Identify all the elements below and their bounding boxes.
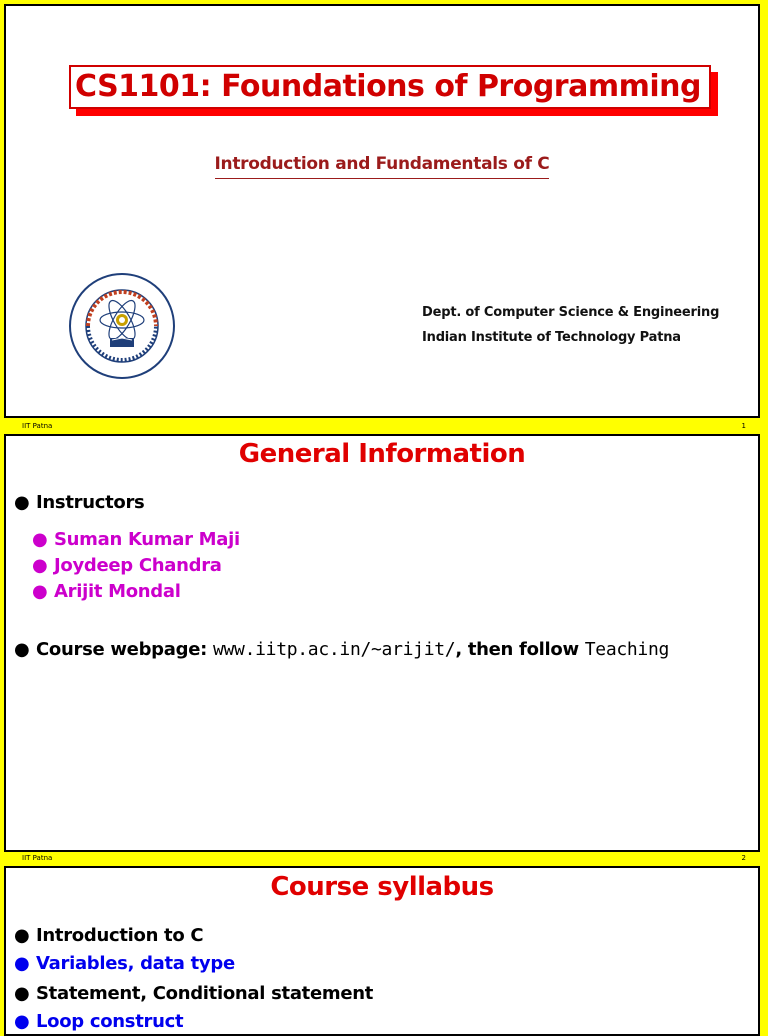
syllabus-text: Loop construct: [36, 1011, 184, 1032]
bullet-icon: ●: [14, 639, 30, 660]
footer-left: IIT Patna: [22, 854, 53, 862]
bullet-icon: ●: [32, 555, 48, 576]
syllabus-text: Introduction to C: [36, 925, 204, 946]
slide-footer: [22, 421, 746, 431]
department-line: Dept. of Computer Science & Engineering: [422, 305, 720, 320]
syllabus-item: [14, 1011, 183, 1032]
slide-2: [4, 434, 760, 852]
instructors-item: [14, 492, 144, 513]
bullet-icon: ●: [14, 983, 30, 1004]
bullet-icon: ●: [14, 492, 30, 513]
webpage-then-text: , then follow: [455, 639, 585, 660]
course-webpage-item: [14, 639, 669, 660]
instructor-name: Joydeep Chandra: [54, 555, 222, 576]
footer-page-number: 2: [741, 854, 746, 862]
bullet-icon: ●: [14, 1011, 30, 1032]
slide-title: Course syllabus: [270, 872, 494, 902]
webpage-url-link[interactable]: www.iitp.ac.in/~arijit/: [212, 639, 456, 660]
slide-footer: [22, 853, 746, 863]
iit-patna-logo-icon: [68, 272, 176, 380]
instructor-name: Arijit Mondal: [54, 581, 181, 602]
slide-3: [4, 866, 760, 1036]
syllabus-item: [14, 925, 203, 946]
slide-title: CS1101: Foundations of Programming: [69, 65, 711, 109]
slide-subtitle: [6, 154, 758, 174]
slide-title: General Information: [238, 439, 526, 469]
syllabus-text: Variables, data type: [36, 953, 235, 974]
bullet-icon: ●: [14, 953, 30, 974]
instructors-label: Instructors: [36, 492, 145, 513]
slide-1: [4, 4, 760, 418]
syllabus-item: [14, 983, 373, 1004]
syllabus-item: [14, 953, 235, 974]
syllabus-text: Statement, Conditional statement: [36, 983, 374, 1004]
teaching-link[interactable]: Teaching: [584, 639, 670, 660]
instructor-name: Suman Kumar Maji: [54, 529, 240, 550]
footer-page-number: 1: [741, 422, 746, 430]
webpage-label: Course webpage:: [36, 639, 213, 660]
bullet-icon: ●: [14, 925, 30, 946]
subtitle-text: Introduction and Fundamentals of C: [215, 154, 550, 179]
footer-left: IIT Patna: [22, 422, 53, 430]
bullet-icon: ●: [32, 529, 48, 550]
institute-line: Indian Institute of Technology Patna: [422, 330, 681, 345]
instructor-item: [32, 555, 222, 576]
bullet-icon: ●: [32, 581, 48, 602]
instructor-item: [32, 529, 240, 550]
department-info: [422, 300, 719, 350]
instructor-item: [32, 581, 181, 602]
